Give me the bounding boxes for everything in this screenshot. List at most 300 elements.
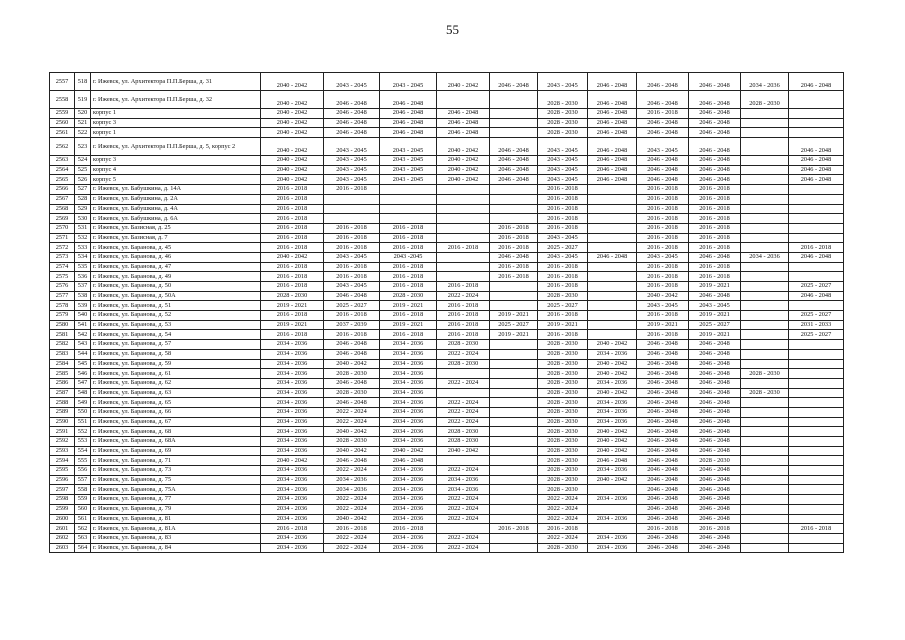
period-cell	[490, 359, 538, 369]
period-cell: 2040 - 2042	[261, 252, 324, 262]
period-cell: 2022 - 2024	[437, 533, 490, 543]
period-cell	[437, 262, 490, 272]
period-cell: 2046 - 2048	[637, 378, 689, 388]
table-row	[50, 243, 844, 253]
period-cell: 2016 - 2018	[637, 185, 689, 195]
table-body	[50, 73, 844, 553]
period-cell: 2046 - 2048	[689, 369, 741, 379]
row-number-cell: 2596	[50, 475, 75, 485]
period-cell: 2016 - 2018	[261, 204, 324, 214]
period-cell: 2016 - 2018	[689, 194, 741, 204]
period-cell: 2034 - 2036	[261, 466, 324, 476]
period-cell: 2046 - 2048	[324, 128, 380, 138]
address-cell: г. Ижевск, ул. Архитектора П.П.Берша, д. 31	[91, 73, 261, 91]
period-cell: 2034 - 2036	[261, 388, 324, 398]
period-cell: 2028 - 2030	[437, 437, 490, 447]
period-cell	[437, 252, 490, 262]
period-cell: 2022 - 2024	[437, 291, 490, 301]
address-cell: г. Ижевск, ул. Баранова, д. 45	[91, 243, 261, 253]
period-cell: 2034 - 2036	[380, 407, 437, 417]
period-cell	[741, 118, 789, 128]
period-cell: 2040 - 2042	[261, 109, 324, 119]
period-cell	[789, 485, 844, 495]
period-cell: 2040 - 2042	[261, 73, 324, 91]
period-cell: 2016 - 2018	[324, 233, 380, 243]
table-row	[50, 417, 844, 427]
period-cell: 2016 - 2018	[538, 311, 588, 321]
period-cell	[490, 118, 538, 128]
period-cell: 2022 - 2024	[437, 407, 490, 417]
period-cell	[789, 388, 844, 398]
period-cell: 2028 - 2030	[538, 118, 588, 128]
period-cell: 2016 - 2018	[324, 272, 380, 282]
table-row	[50, 272, 844, 282]
period-cell: 2046 - 2048	[689, 165, 741, 175]
row-number-cell: 2559	[50, 109, 75, 119]
period-cell	[437, 233, 490, 243]
period-cell: 2028 - 2030	[538, 388, 588, 398]
period-cell: 2046 - 2048	[380, 456, 437, 466]
period-cell: 2028 - 2030	[538, 398, 588, 408]
period-cell: 2046 - 2048	[789, 73, 844, 91]
house-id-cell: 521	[75, 118, 91, 128]
period-cell	[437, 214, 490, 224]
period-cell: 2016 - 2018	[380, 282, 437, 292]
period-cell: 2028 - 2030	[741, 91, 789, 109]
period-cell: 2022 - 2024	[538, 514, 588, 524]
period-cell	[588, 233, 637, 243]
period-cell: 2025 - 2027	[538, 243, 588, 253]
period-cell: 2046 - 2048	[637, 156, 689, 166]
address-cell: г. Ижевск, ул. Архитектора П.П.Берша, д. 5, корпус 2	[91, 138, 261, 156]
period-cell: 2016 - 2018	[261, 243, 324, 253]
period-cell	[789, 543, 844, 553]
address-cell: г. Ижевск, ул. Баранова, д. 66	[91, 407, 261, 417]
period-cell: 2028 - 2030	[538, 91, 588, 109]
period-cell	[490, 291, 538, 301]
period-cell	[437, 91, 490, 109]
period-cell: 2046 - 2048	[490, 156, 538, 166]
period-cell	[741, 427, 789, 437]
period-cell: 2028 - 2030	[741, 388, 789, 398]
period-cell: 2016 - 2018	[490, 262, 538, 272]
period-cell: 2046 - 2048	[637, 514, 689, 524]
period-cell: 2046 - 2048	[689, 359, 741, 369]
period-cell	[490, 369, 538, 379]
period-cell	[588, 223, 637, 233]
period-cell	[490, 495, 538, 505]
period-cell: 2034 - 2036	[261, 369, 324, 379]
period-cell: 2046 - 2048	[637, 175, 689, 185]
period-cell	[789, 301, 844, 311]
period-cell: 2046 - 2048	[637, 475, 689, 485]
period-cell	[789, 109, 844, 119]
period-cell: 2016 - 2018	[538, 185, 588, 195]
row-number-cell: 2595	[50, 466, 75, 476]
period-cell: 2016 - 2018	[261, 311, 324, 321]
period-cell: 2019 - 2021	[689, 330, 741, 340]
table-row	[50, 437, 844, 447]
address-cell: г. Ижевск, ул. Баранова, д. 63	[91, 388, 261, 398]
table-row	[50, 388, 844, 398]
row-number-cell: 2573	[50, 252, 75, 262]
period-cell	[490, 214, 538, 224]
table-row	[50, 118, 844, 128]
period-cell	[490, 475, 538, 485]
period-cell: 2016 - 2018	[380, 233, 437, 243]
row-number-cell: 2591	[50, 427, 75, 437]
period-cell	[490, 349, 538, 359]
period-cell	[588, 311, 637, 321]
period-cell: 2016 - 2018	[538, 282, 588, 292]
row-number-cell: 2566	[50, 185, 75, 195]
period-cell: 2046 - 2048	[689, 514, 741, 524]
period-cell: 2016 - 2018	[689, 524, 741, 534]
table-row	[50, 369, 844, 379]
period-cell: 2046 - 2048	[588, 138, 637, 156]
period-cell: 2043 - 2045	[538, 73, 588, 91]
period-cell: 2046 - 2048	[637, 533, 689, 543]
period-cell: 2034 - 2036	[380, 437, 437, 447]
period-cell: 2046 - 2048	[380, 128, 437, 138]
period-cell: 2046 - 2048	[689, 118, 741, 128]
period-cell: 2028 - 2030	[538, 349, 588, 359]
address-cell: г. Ижевск, ул. Баранова, д. 68	[91, 427, 261, 437]
period-cell: 2046 - 2048	[637, 165, 689, 175]
period-cell: 2016 - 2018	[261, 272, 324, 282]
period-cell: 2022 - 2024	[324, 543, 380, 553]
period-cell: 2034 - 2036	[380, 504, 437, 514]
period-cell: 2022 - 2024	[538, 495, 588, 505]
period-cell	[588, 291, 637, 301]
row-number-cell: 2562	[50, 138, 75, 156]
row-number-cell: 2585	[50, 369, 75, 379]
period-cell	[741, 233, 789, 243]
address-cell: корпус 1	[91, 128, 261, 138]
address-cell: г. Ижевск, ул. Бабушкина, д. 6А	[91, 214, 261, 224]
period-cell: 2016 - 2018	[490, 223, 538, 233]
row-number-cell: 2577	[50, 291, 75, 301]
period-cell: 2022 - 2024	[538, 504, 588, 514]
table-row	[50, 233, 844, 243]
row-number-cell: 2584	[50, 359, 75, 369]
period-cell: 2016 - 2018	[637, 109, 689, 119]
table-row	[50, 475, 844, 485]
table-row	[50, 185, 844, 195]
period-cell: 2034 - 2036	[588, 417, 637, 427]
period-cell	[741, 320, 789, 330]
table-row	[50, 175, 844, 185]
table-row	[50, 485, 844, 495]
period-cell: 2034 - 2036	[261, 446, 324, 456]
row-number-cell: 2563	[50, 156, 75, 166]
period-cell: 2043 - 2045	[538, 165, 588, 175]
period-cell: 2046 - 2048	[637, 495, 689, 505]
row-number-cell: 2601	[50, 524, 75, 534]
period-cell: 2046 - 2048	[637, 91, 689, 109]
period-cell: 2034 - 2036	[380, 340, 437, 350]
house-id-cell: 554	[75, 446, 91, 456]
table-row	[50, 109, 844, 119]
period-cell: 2046 - 2048	[637, 427, 689, 437]
period-cell: 2022 - 2024	[437, 417, 490, 427]
period-cell: 2043 - 2045	[324, 175, 380, 185]
row-number-cell: 2579	[50, 311, 75, 321]
period-cell: 2016 - 2018	[261, 194, 324, 204]
row-number-cell: 2567	[50, 194, 75, 204]
row-number-cell: 2580	[50, 320, 75, 330]
period-cell: 2016 - 2018	[261, 214, 324, 224]
period-cell: 2034 - 2036	[588, 466, 637, 476]
period-cell	[490, 466, 538, 476]
period-cell: 2046 - 2048	[637, 543, 689, 553]
period-cell: 2043 - 2045	[538, 138, 588, 156]
period-cell: 2034 - 2036	[261, 533, 324, 543]
period-cell: 2034 - 2036	[324, 485, 380, 495]
period-cell: 2034 - 2036	[261, 349, 324, 359]
period-cell	[741, 378, 789, 388]
period-cell	[324, 194, 380, 204]
period-cell	[490, 185, 538, 195]
period-cell	[490, 417, 538, 427]
period-cell: 2046 - 2048	[380, 91, 437, 109]
period-cell: 2043 - 2045	[538, 156, 588, 166]
period-cell	[741, 291, 789, 301]
period-cell: 2016 - 2018	[261, 282, 324, 292]
period-cell: 2019 - 2021	[380, 320, 437, 330]
address-cell: корпус 3	[91, 156, 261, 166]
period-cell: 2046 - 2048	[689, 252, 741, 262]
house-id-cell: 530	[75, 214, 91, 224]
period-cell: 2046 - 2048	[637, 340, 689, 350]
period-cell: 2034 - 2036	[588, 378, 637, 388]
address-cell: корпус 3	[91, 118, 261, 128]
house-id-cell: 529	[75, 204, 91, 214]
period-cell: 2046 - 2048	[637, 73, 689, 91]
period-cell: 2034 - 2036	[380, 427, 437, 437]
period-cell: 2022 - 2024	[437, 466, 490, 476]
period-cell: 2022 - 2024	[437, 398, 490, 408]
period-cell: 2046 - 2048	[637, 359, 689, 369]
period-cell: 2043 - 2045	[380, 175, 437, 185]
period-cell	[588, 330, 637, 340]
period-cell	[741, 514, 789, 524]
period-cell: 2028 - 2030	[538, 407, 588, 417]
period-cell: 2016 - 2018	[538, 524, 588, 534]
address-cell: г. Ижевск, ул. Архитектора П.П.Берша, д. 32	[91, 91, 261, 109]
period-cell: 2040 - 2042	[637, 291, 689, 301]
period-cell: 2016 - 2018	[538, 204, 588, 214]
period-cell: 2025 - 2027	[490, 320, 538, 330]
period-cell: 2046 - 2048	[380, 109, 437, 119]
period-cell	[789, 359, 844, 369]
table-row	[50, 330, 844, 340]
address-cell: г. Ижевск, ул. Баранова, д. 65	[91, 398, 261, 408]
period-cell: 2034 - 2036	[380, 514, 437, 524]
period-cell: 2034 - 2036	[588, 349, 637, 359]
period-cell: 2046 - 2048	[689, 466, 741, 476]
period-cell	[789, 495, 844, 505]
period-cell: 2016 - 2018	[789, 524, 844, 534]
period-cell	[741, 475, 789, 485]
address-cell: г. Ижевск, ул. Баранова, д. 46	[91, 252, 261, 262]
period-cell: 2046 - 2048	[490, 175, 538, 185]
period-cell: 2034 - 2036	[380, 485, 437, 495]
period-cell	[741, 243, 789, 253]
period-cell: 2028 - 2030	[538, 485, 588, 495]
period-cell: 2043 - 2045	[380, 73, 437, 91]
period-cell: 2046 - 2048	[637, 485, 689, 495]
period-cell: 2028 - 2030	[538, 466, 588, 476]
period-cell: 2040 - 2042	[261, 165, 324, 175]
period-cell	[490, 398, 538, 408]
period-cell	[741, 437, 789, 447]
period-cell	[741, 204, 789, 214]
period-cell: 2019 - 2021	[490, 330, 538, 340]
period-cell	[380, 204, 437, 214]
period-cell: 2046 - 2048	[437, 128, 490, 138]
period-cell	[741, 504, 789, 514]
period-cell: 2034 - 2036	[437, 475, 490, 485]
row-number-cell: 2564	[50, 165, 75, 175]
table-row	[50, 514, 844, 524]
period-cell: 2016 - 2018	[261, 524, 324, 534]
address-cell: г. Ижевск, ул. Бабушкина, д. 4А	[91, 204, 261, 214]
period-cell: 2025 - 2027	[789, 282, 844, 292]
period-cell	[789, 185, 844, 195]
house-id-cell: 564	[75, 543, 91, 553]
period-cell	[741, 185, 789, 195]
period-cell	[789, 417, 844, 427]
house-id-cell: 556	[75, 466, 91, 476]
period-cell: 2034 - 2036	[380, 466, 437, 476]
row-number-cell: 2586	[50, 378, 75, 388]
period-cell	[789, 427, 844, 437]
table-row	[50, 262, 844, 272]
address-cell: г. Ижевск, ул. Баранова, д. 84	[91, 543, 261, 553]
period-cell	[324, 214, 380, 224]
house-id-cell: 534	[75, 252, 91, 262]
period-cell: 2016 - 2018	[324, 524, 380, 534]
period-cell: 2016 - 2018	[689, 185, 741, 195]
period-cell: 2016 - 2018	[689, 214, 741, 224]
address-cell: корпус 1	[91, 109, 261, 119]
period-cell	[741, 175, 789, 185]
table-row	[50, 398, 844, 408]
period-cell: 2046 - 2048	[689, 109, 741, 119]
period-cell: 2034 - 2036	[380, 543, 437, 553]
period-cell: 2040 - 2042	[437, 175, 490, 185]
period-cell	[789, 378, 844, 388]
period-cell: 2040 - 2042	[437, 156, 490, 166]
period-cell	[437, 524, 490, 534]
page-number: 55	[446, 22, 459, 37]
period-cell	[789, 407, 844, 417]
house-id-cell: 533	[75, 243, 91, 253]
address-cell: г. Ижевск, ул. Баранова, д. 81А	[91, 524, 261, 534]
period-cell: 2016 - 2018	[437, 243, 490, 253]
house-id-cell: 560	[75, 504, 91, 514]
period-cell: 2034 - 2036	[261, 407, 324, 417]
period-cell: 2046 - 2048	[324, 349, 380, 359]
period-cell: 2016 - 2018	[689, 204, 741, 214]
house-id-cell: 537	[75, 282, 91, 292]
period-cell	[789, 91, 844, 109]
table-row	[50, 128, 844, 138]
period-cell: 2040 - 2042	[588, 359, 637, 369]
house-id-cell: 535	[75, 262, 91, 272]
period-cell: 2016 - 2018	[538, 272, 588, 282]
period-cell: 2043 - 2045	[324, 252, 380, 262]
period-cell: 2046 - 2048	[689, 378, 741, 388]
period-cell: 2016 - 2018	[437, 311, 490, 321]
period-cell: 2046 - 2048	[637, 466, 689, 476]
row-number-cell: 2565	[50, 175, 75, 185]
table-row	[50, 214, 844, 224]
row-number-cell: 2592	[50, 437, 75, 447]
period-cell: 2016 - 2018	[637, 214, 689, 224]
period-cell	[789, 340, 844, 350]
table-row	[50, 320, 844, 330]
period-cell: 2016 - 2018	[637, 272, 689, 282]
period-cell: 2046 - 2048	[637, 349, 689, 359]
period-cell	[490, 340, 538, 350]
period-cell	[437, 194, 490, 204]
table-row	[50, 495, 844, 505]
period-cell: 2043 - 2045	[324, 138, 380, 156]
period-cell: 2022 - 2024	[324, 533, 380, 543]
row-number-cell: 2589	[50, 407, 75, 417]
address-cell: г. Ижевск, ул. Баранова, д. 77	[91, 495, 261, 505]
period-cell	[741, 128, 789, 138]
period-cell: 2016 - 2018	[789, 243, 844, 253]
row-number-cell: 2578	[50, 301, 75, 311]
period-cell: 2046 - 2048	[689, 407, 741, 417]
period-cell	[741, 282, 789, 292]
house-id-cell: 542	[75, 330, 91, 340]
period-cell: 2040 - 2042	[261, 175, 324, 185]
address-cell: г. Ижевск, ул. Баранова, д. 47	[91, 262, 261, 272]
period-cell	[741, 524, 789, 534]
row-number-cell: 2570	[50, 223, 75, 233]
period-cell: 2043 - 2045	[637, 301, 689, 311]
period-cell: 2034 - 2036	[324, 475, 380, 485]
period-cell: 2022 - 2024	[437, 504, 490, 514]
period-cell	[789, 504, 844, 514]
period-cell: 2016 - 2018	[689, 272, 741, 282]
house-id-cell: 557	[75, 475, 91, 485]
period-cell: 2040 - 2042	[588, 437, 637, 447]
period-cell: 2019 - 2021	[538, 320, 588, 330]
period-cell: 2046 - 2048	[789, 252, 844, 262]
period-cell: 2040 - 2042	[261, 456, 324, 466]
period-cell: 2034 - 2036	[588, 514, 637, 524]
house-id-cell: 532	[75, 233, 91, 243]
address-cell: г. Ижевск, ул. Баранова, д. 62	[91, 378, 261, 388]
period-cell: 2046 - 2048	[689, 417, 741, 427]
period-cell	[789, 456, 844, 466]
house-id-cell: 531	[75, 223, 91, 233]
house-id-cell: 525	[75, 165, 91, 175]
period-cell: 2043 - 2045	[324, 165, 380, 175]
period-cell: 2046 - 2048	[588, 456, 637, 466]
table-row	[50, 291, 844, 301]
period-cell: 2016 - 2018	[490, 272, 538, 282]
period-cell: 2040 - 2042	[261, 156, 324, 166]
period-cell: 2028 - 2030	[538, 369, 588, 379]
period-cell: 2046 - 2048	[637, 456, 689, 466]
period-cell: 2034 - 2036	[588, 495, 637, 505]
